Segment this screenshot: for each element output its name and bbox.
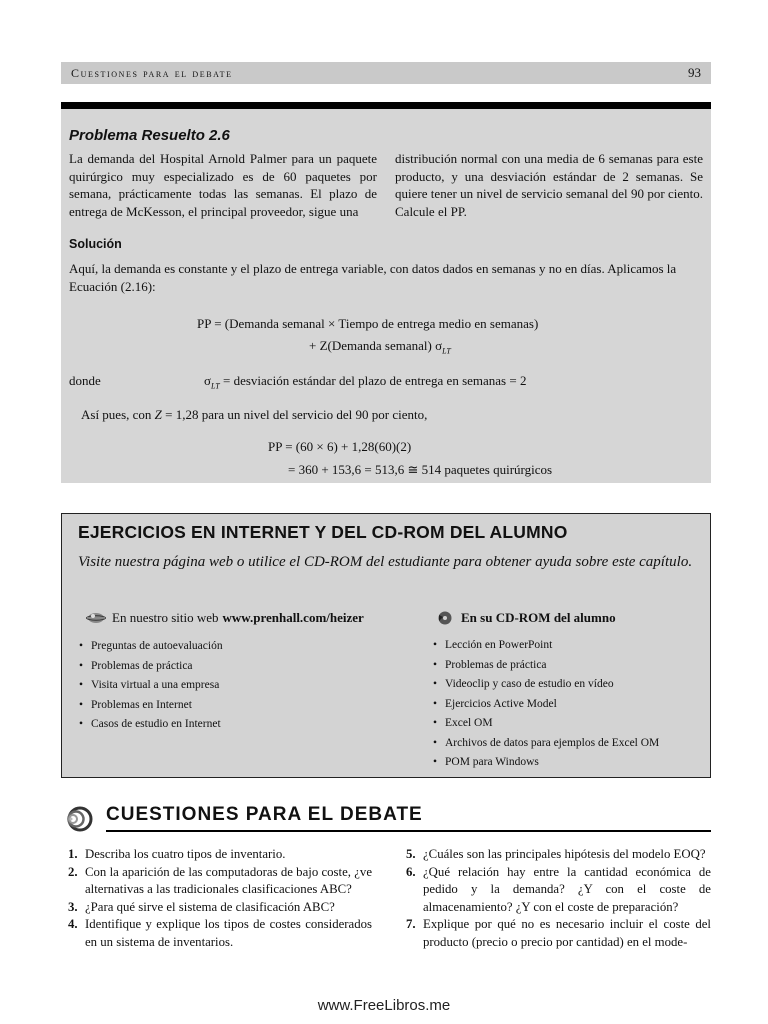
question-number: 2. <box>68 864 78 879</box>
question-number: 1. <box>68 847 78 861</box>
question-text: Describa los cuatro tipos de inventario. <box>85 847 286 861</box>
debate-questions-right <box>406 846 711 951</box>
running-header <box>61 62 711 84</box>
list-item: • Archivos de datos para ejemplos de Excel OM <box>433 734 659 754</box>
equation-1-line-2 <box>309 338 451 356</box>
where-definition-text: = desviación estándar del plazo de entrega en semanas = 2 <box>219 373 527 388</box>
solution-text: Aquí, la demanda es constante y el plazo de entrega variable, con datos dados en semanas y no en días. Aplicamos la Ecuación (2.16): <box>69 261 677 294</box>
list-item: • Problemas de práctica <box>433 656 659 676</box>
debate-questions-left <box>68 846 372 951</box>
list-item: • Preguntas de autoevaluación <box>79 637 223 657</box>
question-number: 6. <box>406 864 416 879</box>
list-item: • Excel OM <box>433 714 659 734</box>
sigma-symbol: σ <box>204 373 212 388</box>
list-item: • Problemas de práctica <box>79 657 223 677</box>
list-item <box>68 916 372 951</box>
running-header-title: Cuestiones para el debate <box>71 65 233 80</box>
equation-1-line-1: PP = (Demanda semanal × Tiempo de entrega medio en semanas) <box>197 316 539 331</box>
list-item: • Casos de estudio en Internet <box>79 715 223 735</box>
list-item: • POM para Windows <box>433 753 659 773</box>
list-item <box>406 846 711 864</box>
equation-2-line-2: = 360 + 153,6 = 513,6 ≅ 514 paquetes quirúrgicos <box>288 462 553 477</box>
solution-heading: Solución <box>69 237 122 251</box>
question-text: Con la aparición de las computadoras de bajo coste, ¿ve alternativas a las tradicionales clasificaciones ABC? <box>85 864 372 896</box>
sigma-subscript: LT <box>442 346 451 356</box>
question-number: 3. <box>68 899 78 914</box>
question-text: ¿Para qué sirve el sistema de clasificación ABC? <box>85 899 335 914</box>
list-item <box>68 899 372 917</box>
z-variable: Z <box>154 407 162 422</box>
website-resources-list <box>79 637 223 735</box>
equation-2-line-1: PP = (60 × 6) + 1,28(60)(2) <box>268 439 412 454</box>
list-item: • Problemas en Internet <box>79 696 223 716</box>
question-text: ¿Cuáles son las principales hipótesis del modelo EOQ? <box>423 847 706 861</box>
z-sentence-start: Así pues, con <box>81 407 155 422</box>
solved-problem-box <box>61 102 711 483</box>
debate-section-title: CUESTIONES PARA EL DEBATE <box>106 804 711 832</box>
statement-left-column: La demanda del Hospital Arnold Palmer para un paquete quirúrgico muy especializado es de 60 paquetes por semana, prácticamente todas las semanas. El plazo de entrega de McKesson, el principal proveedor, sigue una <box>69 151 377 219</box>
exercises-subtitle: Visite nuestra página web o utilice el CD-ROM del estudiante para obtener ayuda sobre este capítulo. <box>78 554 693 570</box>
z-sentence-end: = 1,28 para un nivel del servicio del 90 por ciento, <box>161 407 428 422</box>
list-item <box>68 864 372 899</box>
list-item <box>406 916 711 951</box>
list-item <box>68 846 372 864</box>
equation-1-line-2-text: + Z(Demanda semanal) σ <box>309 338 443 353</box>
where-label: donde <box>69 373 101 388</box>
cdrom-heading <box>435 610 616 626</box>
question-text: ¿Qué relación hay entre la cantidad económica de pedido y la demanda? ¿Y con el coste de almacenamiento? ¿Y con el coste de preparación? <box>423 864 711 914</box>
question-number: 7. <box>406 917 416 931</box>
list-item: • Visita virtual a una empresa <box>79 676 223 696</box>
statement-right-column: distribución normal con una media de 6 semanas para este producto, y una desviación estándar de 2 semanas. Se quiere tener un nivel de servicio semanal del 90 por ciento. Calcule el PP. <box>395 151 703 219</box>
solved-problem-title: Problema Resuelto 2.6 <box>69 127 230 144</box>
cd-rom-icon <box>435 611 455 625</box>
list-item: • Videoclip y caso de estudio en vídeo <box>433 675 659 695</box>
where-definition <box>204 373 526 391</box>
section-swirl-icon <box>63 806 93 832</box>
z-value-sentence <box>81 407 427 423</box>
cdrom-resources-list <box>433 636 659 773</box>
cdrom-label: En su CD-ROM del alumno <box>461 610 616 625</box>
website-heading <box>86 610 364 626</box>
list-item <box>406 864 711 917</box>
globe-icon <box>86 611 106 625</box>
question-number: 5. <box>406 847 416 861</box>
list-item: • Lección en PowerPoint <box>433 636 659 656</box>
question-number: 4. <box>68 917 78 931</box>
footer-watermark: www.FreeLibros.me <box>317 997 451 1014</box>
website-url[interactable]: www.prenhall.com/heizer <box>222 610 364 625</box>
solved-problem-statement <box>69 150 703 220</box>
exercises-title: EJERCICIOS EN INTERNET Y DEL CD-ROM DEL ALUMNO <box>78 522 568 542</box>
question-text: Identifique y explique los tipos de costes considerados en un sistema de inventarios. <box>85 917 372 949</box>
internet-exercises-box <box>61 513 711 778</box>
website-label: En nuestro sitio web <box>112 610 219 625</box>
sigma-subscript-2: LT <box>211 381 220 391</box>
list-item: • Ejercicios Active Model <box>433 695 659 715</box>
page-number: 93 <box>688 65 701 80</box>
question-text: Explique por qué no es necesario incluir el coste del producto (precio o precio por cantidad) en el mode- <box>423 917 711 949</box>
